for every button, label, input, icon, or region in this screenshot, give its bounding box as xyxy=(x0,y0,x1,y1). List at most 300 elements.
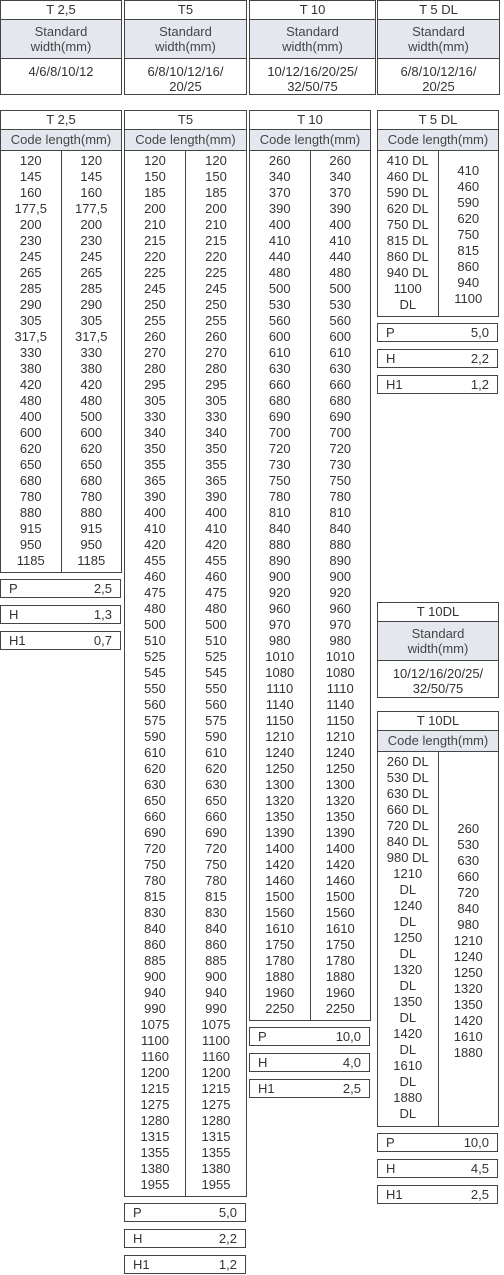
code-length-cell: 290 xyxy=(19,297,42,312)
code-length-cell: 720 xyxy=(144,841,166,856)
code-length-cell: 920 xyxy=(268,585,291,600)
code-length-cell: 990 xyxy=(144,1001,166,1016)
code-length-cell: 590 DL xyxy=(386,185,429,200)
code-length-cell: 530 xyxy=(457,836,480,852)
code-length-cell: 690 xyxy=(205,825,227,840)
code-length-cell: 1460 xyxy=(265,873,295,888)
code-length-cell: 610 xyxy=(144,745,166,760)
width-header-line1: Standard xyxy=(159,24,212,39)
code-length-cell: 317,5 xyxy=(74,329,108,344)
param-key: H1 xyxy=(133,1257,150,1272)
code-length-cell: 455 xyxy=(144,553,166,568)
code-length-cell: 1150 xyxy=(265,713,294,728)
code-length-cell: 680 xyxy=(268,393,291,408)
code-length-cell: 1160 xyxy=(141,1049,169,1064)
code-length-cell: DL xyxy=(399,1010,417,1025)
code-length-cell: 720 xyxy=(268,441,291,456)
param-key: H xyxy=(386,1161,396,1176)
code-length-cell: 480 xyxy=(329,265,352,280)
code-length-cell: 630 xyxy=(205,777,227,792)
width-values-line2: 32/50/75 xyxy=(287,79,338,94)
code-length-cell: 245 xyxy=(205,281,227,296)
code-length-cell: 1240 xyxy=(265,745,295,760)
param-h1 xyxy=(249,1079,370,1098)
code-length-cell: 900 xyxy=(268,569,291,584)
code-length-cell: 750 xyxy=(329,473,352,488)
code-length-cell: 620 xyxy=(19,441,42,456)
code-length-cell: 460 xyxy=(457,179,480,194)
code-table-t25 xyxy=(0,110,122,573)
code-length-cell: 680 xyxy=(19,473,42,488)
code-table-t10 xyxy=(249,110,371,1021)
code-length-cell: 355 xyxy=(144,457,166,472)
code-length-cell: 690 xyxy=(329,409,352,424)
param-value: 5,0 xyxy=(470,325,489,340)
code-length-cell: 120 xyxy=(144,153,166,168)
code-length-cell: 1185 xyxy=(77,553,106,568)
code-list-left xyxy=(378,151,439,317)
code-length-cell: 900 xyxy=(205,969,227,984)
code-length-cell: 650 xyxy=(19,457,42,472)
code-length-cell: 245 xyxy=(19,249,42,264)
width-values xyxy=(378,661,498,696)
code-length-cell: 810 xyxy=(329,505,352,520)
code-length-cell: 730 xyxy=(329,457,352,472)
code-length-cell: 260 xyxy=(329,153,352,168)
code-length-cell: 860 DL xyxy=(386,249,429,264)
code-length-cell: 1250 xyxy=(393,930,423,945)
code-length-cell: 860 xyxy=(205,937,227,952)
param-h xyxy=(124,1229,246,1248)
width-header-line1: Standard xyxy=(286,24,339,39)
code-length-cell: 1400 xyxy=(325,841,355,856)
code-length-cell: 880 xyxy=(329,537,352,552)
code-length-cell: 815 xyxy=(457,243,480,258)
code-length-cell: 1300 xyxy=(325,777,355,792)
param-key: H1 xyxy=(386,1187,403,1202)
code-length-cell: 510 xyxy=(205,633,227,648)
param-value: 4,5 xyxy=(470,1161,489,1176)
code-length-cell: 1880 xyxy=(325,969,355,984)
param-p xyxy=(377,323,498,342)
code-list-left xyxy=(378,752,439,1127)
code-length-cell: 810 xyxy=(268,505,291,520)
code-length-cell: 590 xyxy=(457,195,480,210)
code-header: Code length(mm) xyxy=(1,130,121,151)
code-length-cell: 400 xyxy=(268,217,291,232)
code-length-cell: 880 xyxy=(19,505,42,520)
width-title: T 10DL xyxy=(378,603,498,622)
code-length-cell: 630 xyxy=(268,361,291,376)
code-length-cell: 260 xyxy=(205,329,227,344)
param-value: 2,2 xyxy=(218,1231,237,1246)
width-values-line1: 6/8/10/12/16/ xyxy=(147,64,224,79)
code-length-cell: 940 xyxy=(205,985,227,1000)
code-length-cell: 1200 xyxy=(201,1065,231,1080)
code-length-cell: 1420 xyxy=(393,1026,423,1041)
code-length-cell: 220 xyxy=(205,249,227,264)
code-length-cell: 1320 xyxy=(453,980,483,996)
width-values-line2: 20/25 xyxy=(422,79,455,94)
code-length-cell: 245 xyxy=(144,281,166,296)
code-length-cell: 260 xyxy=(268,153,291,168)
code-length-cell: 1240 xyxy=(393,898,423,913)
width-table-t10dl xyxy=(377,602,499,698)
code-length-cell: 500 xyxy=(205,617,227,632)
code-length-cell: 340 xyxy=(205,425,227,440)
param-value: 1,2 xyxy=(470,377,489,392)
code-length-cell: 1140 xyxy=(265,697,294,712)
code-length-cell: 185 xyxy=(205,185,227,200)
code-length-cell: 940 xyxy=(457,275,480,290)
param-p xyxy=(124,1203,246,1222)
width-header-line2: width(mm) xyxy=(408,39,469,54)
code-length-cell: 860 xyxy=(144,937,166,952)
code-length-cell: 1500 xyxy=(265,889,295,904)
code-length-cell: 620 DL xyxy=(386,201,429,216)
code-length-cell: 440 xyxy=(268,249,291,264)
code-length-cell: 600 xyxy=(80,425,103,440)
code-length-cell: 380 xyxy=(80,361,103,376)
width-values-line1: 10/12/16/20/25/ xyxy=(392,666,484,681)
param-value: 2,2 xyxy=(470,351,489,366)
width-table-t5dl xyxy=(377,0,500,95)
code-length-cell: 1280 xyxy=(201,1113,231,1128)
code-length-cell: 840 xyxy=(457,900,480,916)
code-length-cell: 1100 xyxy=(393,281,422,296)
code-length-cell: 215 xyxy=(144,233,166,248)
code-list-right xyxy=(311,151,371,1021)
code-length-cell: 690 xyxy=(144,825,166,840)
code-length-cell: 960 xyxy=(329,601,352,616)
code-length-cell: 940 DL xyxy=(386,265,429,280)
code-length-cell: 610 xyxy=(268,345,291,360)
code-length-cell: 1960 xyxy=(325,985,355,1000)
code-title: T5 xyxy=(125,111,246,130)
code-length-cell: 780 xyxy=(19,489,42,504)
code-length-cell: 1110 xyxy=(266,681,294,696)
code-length-cell: 120 xyxy=(80,153,103,168)
param-p xyxy=(0,579,121,598)
code-length-cell: 890 xyxy=(268,553,291,568)
width-header xyxy=(378,622,498,661)
code-length-cell: 700 xyxy=(329,425,352,440)
width-values xyxy=(378,59,499,94)
code-length-cell: 620 xyxy=(80,441,103,456)
code-length-cell: 265 xyxy=(80,265,103,280)
code-length-cell: 1390 xyxy=(325,825,355,840)
code-length-cell: 1320 xyxy=(325,793,355,808)
code-length-cell: 295 xyxy=(205,377,227,392)
code-table-t5 xyxy=(124,110,247,1197)
code-length-cell: 1275 xyxy=(201,1097,231,1112)
code-length-cell: 610 xyxy=(329,345,352,360)
code-length-cell: 560 xyxy=(144,697,166,712)
code-length-cell: 1420 xyxy=(453,1012,483,1028)
code-length-cell: DL xyxy=(399,1106,417,1121)
code-length-cell: 225 xyxy=(144,265,166,280)
code-length-cell: 150 xyxy=(144,169,166,184)
code-length-cell: 780 xyxy=(144,873,166,888)
code-length-cell: 210 xyxy=(144,217,166,232)
code-length-cell: 1185 xyxy=(16,553,45,568)
code-length-cell: 1460 xyxy=(325,873,355,888)
code-length-cell: 780 xyxy=(329,489,352,504)
code-length-cell: 1380 xyxy=(201,1161,231,1176)
code-list-left xyxy=(125,151,186,1197)
code-length-cell: 1080 xyxy=(325,665,355,680)
code-length-cell: 410 DL xyxy=(386,153,429,168)
code-length-cell: 610 xyxy=(205,745,227,760)
width-values-line2: 32/50/75 xyxy=(412,681,464,696)
code-length-cell: 1560 xyxy=(265,905,295,920)
code-length-cell: 1610 xyxy=(265,921,295,936)
code-length-cell: 330 xyxy=(205,409,227,424)
code-length-cell: 890 xyxy=(329,553,352,568)
code-length-cell: 255 xyxy=(144,313,166,328)
code-list xyxy=(125,151,246,1197)
code-length-cell: 177,5 xyxy=(14,201,48,216)
code-length-cell: 1880 xyxy=(453,1044,483,1060)
code-length-cell: 600 xyxy=(268,329,291,344)
code-length-cell: 990 xyxy=(205,1001,227,1016)
code-length-cell: 720 xyxy=(205,841,227,856)
param-h xyxy=(377,1159,498,1178)
code-length-cell: 700 xyxy=(268,425,291,440)
code-length-cell: 1955 xyxy=(201,1177,231,1192)
code-length-cell: 220 xyxy=(144,249,166,264)
code-header: Code length(mm) xyxy=(378,731,498,752)
code-length-cell: 620 xyxy=(457,211,480,226)
code-length-cell: 390 xyxy=(268,201,291,216)
param-h1 xyxy=(124,1255,246,1274)
code-length-cell: 1315 xyxy=(140,1129,170,1144)
code-length-cell: DL xyxy=(399,1074,417,1089)
code-length-cell: 225 xyxy=(205,265,227,280)
code-length-cell: 1210 xyxy=(325,729,355,744)
code-length-cell: 2250 xyxy=(265,1001,295,1016)
code-length-cell: 680 xyxy=(80,473,103,488)
param-h1 xyxy=(377,375,498,394)
code-length-cell: 215 xyxy=(205,233,227,248)
code-length-cell: 410 xyxy=(144,521,166,536)
code-length-cell: 885 xyxy=(205,953,227,968)
code-length-cell: 950 xyxy=(80,537,103,552)
code-length-cell: 270 xyxy=(144,345,166,360)
code-length-cell: 475 xyxy=(144,585,166,600)
code-length-cell: 230 xyxy=(19,233,42,248)
code-length-cell: 1350 xyxy=(325,809,355,824)
code-length-cell: 840 DL xyxy=(386,834,429,849)
code-length-cell: 900 xyxy=(144,969,166,984)
code-length-cell: 1350 xyxy=(265,809,295,824)
code-length-cell: 390 xyxy=(329,201,352,216)
code-length-cell: 480 xyxy=(268,265,291,280)
code-length-cell: 1750 xyxy=(325,937,355,952)
code-length-cell: 525 xyxy=(205,649,227,664)
width-header xyxy=(125,20,246,59)
code-length-cell: 2250 xyxy=(325,1001,355,1016)
code-length-cell: 1280 xyxy=(140,1113,170,1128)
code-length-cell: 260 DL xyxy=(386,754,429,769)
code-length-cell: 1420 xyxy=(265,857,295,872)
code-length-cell: 1320 xyxy=(393,962,423,977)
width-table-t25 xyxy=(0,0,122,95)
code-length-cell: 830 xyxy=(144,905,166,920)
code-length-cell: 1955 xyxy=(140,1177,170,1192)
code-length-cell: 900 xyxy=(329,569,352,584)
code-list-right xyxy=(62,151,122,573)
code-length-cell: 650 xyxy=(205,793,227,808)
code-length-cell: 420 xyxy=(80,377,103,392)
width-title: T 5 DL xyxy=(378,1,499,20)
code-length-cell: 780 xyxy=(205,873,227,888)
code-length-cell: 830 xyxy=(205,905,227,920)
width-header-line1: Standard xyxy=(34,24,88,39)
width-values-line1: 10/12/16/20/25/ xyxy=(267,64,358,79)
code-length-cell: 840 xyxy=(144,921,166,936)
code-length-cell: 1355 xyxy=(140,1145,170,1160)
param-value: 2,5 xyxy=(93,581,112,596)
code-length-cell: 600 xyxy=(329,329,352,344)
code-length-cell: 480 xyxy=(205,601,227,616)
code-length-cell: 1200 xyxy=(140,1065,170,1080)
width-header-line1: Standard xyxy=(412,24,465,39)
code-length-cell: 620 xyxy=(205,761,227,776)
code-title: T 2,5 xyxy=(1,111,121,130)
code-length-cell: 230 xyxy=(80,233,103,248)
code-table-t5dl xyxy=(377,110,499,317)
code-length-cell: 1420 xyxy=(325,857,355,872)
code-length-cell: 720 xyxy=(457,884,480,900)
code-length-cell: 390 xyxy=(144,489,166,504)
code-length-cell: 1240 xyxy=(325,745,355,760)
code-length-cell: 780 xyxy=(80,489,103,504)
width-header-line2: width(mm) xyxy=(155,39,216,54)
code-length-cell: 120 xyxy=(205,153,227,168)
code-length-cell: 440 xyxy=(329,249,352,264)
code-length-cell: 1880 xyxy=(393,1090,423,1105)
code-length-cell: 255 xyxy=(205,313,227,328)
code-length-cell: 480 xyxy=(80,393,103,408)
code-length-cell: 980 xyxy=(329,633,352,648)
param-key: H xyxy=(133,1231,143,1246)
code-length-cell: 370 xyxy=(268,185,291,200)
code-length-cell: 330 xyxy=(80,345,103,360)
code-length-cell: 750 DL xyxy=(386,217,429,232)
code-length-cell: 815 DL xyxy=(386,233,429,248)
code-length-cell: 590 xyxy=(144,729,166,744)
code-length-cell: 860 xyxy=(457,259,480,274)
param-h1 xyxy=(0,631,121,650)
code-length-cell: 1610 xyxy=(453,1028,483,1044)
code-length-cell: 530 xyxy=(329,297,352,312)
code-length-cell: 1750 xyxy=(265,937,295,952)
code-length-cell: 690 xyxy=(268,409,291,424)
code-length-cell: DL xyxy=(399,1042,417,1057)
code-length-cell: 250 xyxy=(205,297,227,312)
param-key: H1 xyxy=(9,633,26,648)
code-length-cell: 390 xyxy=(205,489,227,504)
code-length-cell: 1160 xyxy=(202,1049,230,1064)
width-table-t10 xyxy=(249,0,376,95)
code-length-cell: 1100 xyxy=(202,1033,230,1048)
param-value: 1,3 xyxy=(93,607,112,622)
code-length-cell: 1500 xyxy=(325,889,355,904)
code-length-cell: 1250 xyxy=(265,761,295,776)
code-length-cell: 1560 xyxy=(325,905,355,920)
code-length-cell: 1080 xyxy=(265,665,295,680)
code-length-cell: 285 xyxy=(80,281,103,296)
param-value: 2,5 xyxy=(342,1081,361,1096)
code-length-cell: 660 xyxy=(457,868,480,884)
code-length-cell: 475 xyxy=(205,585,227,600)
code-length-cell: 720 xyxy=(329,441,352,456)
code-length-cell: DL xyxy=(399,914,417,929)
code-length-cell: 880 xyxy=(80,505,103,520)
code-length-cell: 1250 xyxy=(453,964,483,980)
code-title: T 5 DL xyxy=(378,111,498,130)
code-length-cell: 630 xyxy=(144,777,166,792)
code-length-cell: 120 xyxy=(19,153,42,168)
width-title: T5 xyxy=(125,1,246,20)
code-list-left xyxy=(250,151,311,1021)
code-length-cell: 380 xyxy=(19,361,42,376)
code-length-cell: 1355 xyxy=(201,1145,231,1160)
code-length-cell: 1960 xyxy=(265,985,295,1000)
code-length-cell: 980 xyxy=(457,916,480,932)
code-length-cell: 1880 xyxy=(265,969,295,984)
code-length-cell: 660 xyxy=(268,377,291,392)
code-length-cell: 620 xyxy=(144,761,166,776)
code-length-cell: 1210 xyxy=(265,729,295,744)
code-length-cell: 410 xyxy=(457,163,480,178)
code-length-cell: 525 xyxy=(144,649,166,664)
width-values-line1: 4/6/8/10/12 xyxy=(28,64,94,79)
code-length-cell: 815 xyxy=(205,889,227,904)
width-header xyxy=(250,20,375,59)
code-length-cell: 250 xyxy=(144,297,166,312)
code-length-cell: 680 xyxy=(329,393,352,408)
code-length-cell: 340 xyxy=(329,169,352,184)
code-length-cell: 365 xyxy=(205,473,227,488)
width-header-line2: width(mm) xyxy=(282,39,343,54)
code-length-cell: 1110 xyxy=(326,681,354,696)
width-header xyxy=(378,20,499,59)
code-length-cell: 340 xyxy=(144,425,166,440)
code-length-cell: 1250 xyxy=(325,761,355,776)
code-length-cell: 840 xyxy=(268,521,291,536)
code-length-cell: 1210 xyxy=(453,932,483,948)
param-p xyxy=(377,1133,498,1152)
code-length-cell: 970 xyxy=(329,617,352,632)
code-length-cell: DL xyxy=(399,978,417,993)
code-length-cell: 1350 xyxy=(393,994,423,1009)
code-length-cell: 410 xyxy=(329,233,352,248)
code-length-cell: 460 DL xyxy=(386,169,429,184)
width-header-line1: Standard xyxy=(411,626,465,641)
width-table-t5 xyxy=(124,0,247,95)
code-length-cell: 600 xyxy=(19,425,42,440)
code-length-cell: 285 xyxy=(19,281,42,296)
code-length-cell: 420 xyxy=(144,537,166,552)
code-length-cell: 650 xyxy=(144,793,166,808)
code-length-cell: 510 xyxy=(144,633,166,648)
code-length-cell: 915 xyxy=(80,521,103,536)
code-length-cell: 1150 xyxy=(326,713,355,728)
code-length-cell: 660 xyxy=(205,809,227,824)
code-list xyxy=(1,151,121,573)
